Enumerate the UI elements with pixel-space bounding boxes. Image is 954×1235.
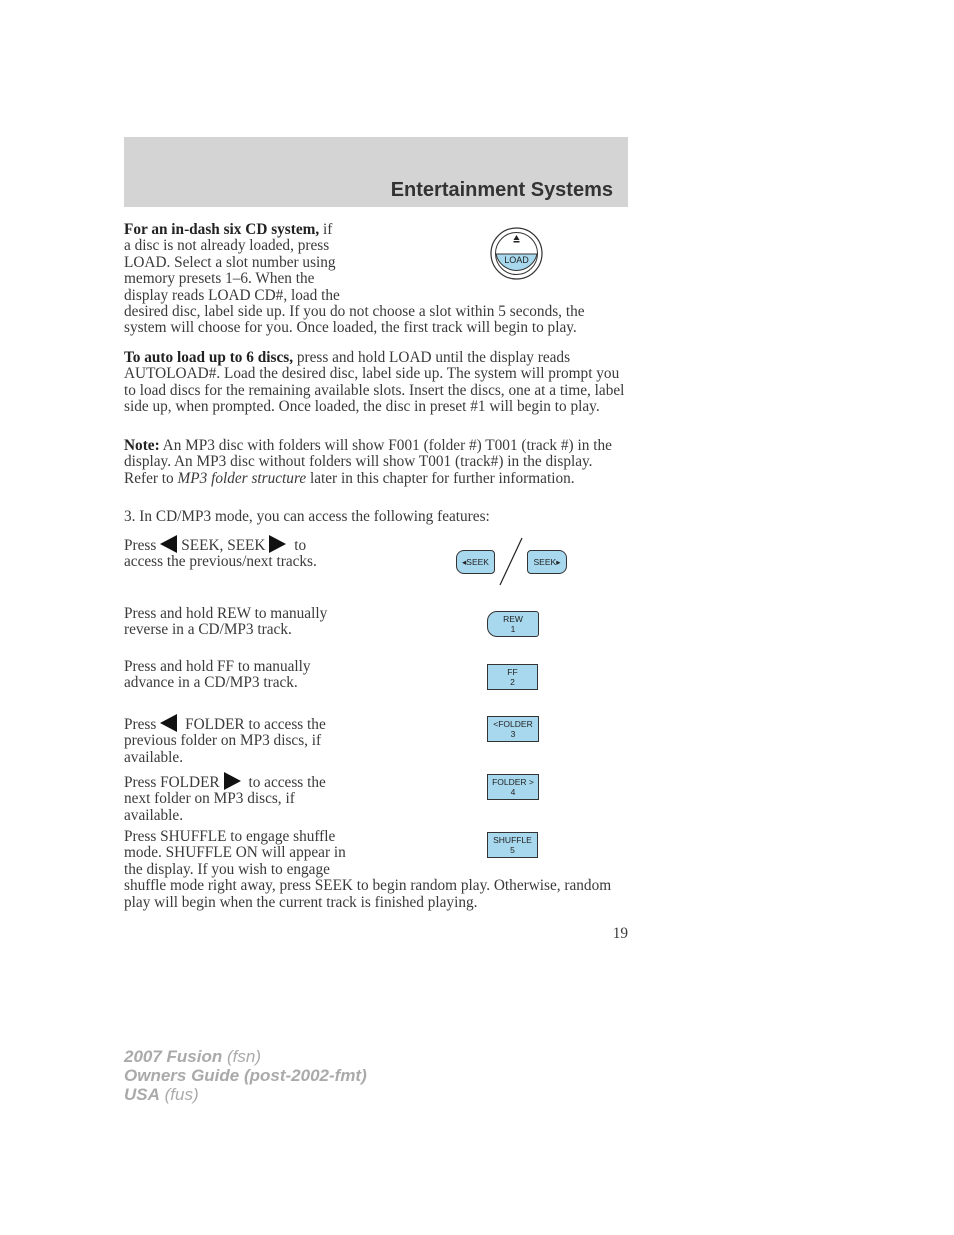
load-button [490,227,543,280]
paragraph-load-disc: For an in-dash six CD system, if a disc is not already loaded, press LOAD. Select a slot number using memory presets 1–6. When the display reads LOAD CD#, load the desired disc, label side up. If you do not choose a slot within 5 seconds, the system will choose for you. Once loaded, the first track will begin to play. [124,221,585,337]
left-triangle-icon [160,535,177,553]
section-header [124,137,628,207]
rew-button: REW 1 [487,611,539,637]
step-3: 3. In CD/MP3 mode, you can access the following features: [124,508,490,525]
right-triangle-icon [224,772,241,790]
note-paragraph: Note: An MP3 disc with folders will show F001 (folder #) T001 (track #) in the display. An MP3 disc without folders will show T001 (track#) in the display. Refer to MP3 folder structure later in this chapter for further information. [124,437,612,487]
mp3-folder-structure-ref: MP3 folder structure [177,469,307,487]
footer-line-3: USA (fus) [124,1085,199,1104]
page-number: 19 [612,925,628,942]
section-title: Entertainment Systems [390,179,613,201]
feature-folder-prev: Press FOLDER to access the previous folder on MP3 discs, if available. [124,716,326,766]
footer-line-2: Owners Guide (post-2002-fmt) [124,1066,367,1085]
para1-lead: For an in-dash six CD system, [124,221,320,238]
seek-prev-button: ◂SEEK [456,550,495,574]
right-triangle-icon [269,535,286,553]
feature-seek: Press SEEK, SEEK to access the previous/next tracks. [124,537,317,571]
seek-next-button: SEEK▸ [527,550,567,574]
feature-rew: Press and hold REW to manually reverse in a CD/MP3 track. [124,605,328,639]
divider-slash [498,537,524,586]
note-label: Note: [124,437,160,454]
folder-prev-button: <FOLDER 3 [487,716,539,742]
folder-next-button: FOLDER > 4 [487,774,539,800]
load-button-label: LOAD [504,255,529,265]
ff-button: FF 2 [487,664,538,690]
para2-lead: To auto load up to 6 discs, [124,349,294,366]
feature-ff: Press and hold FF to manually advance in a CD/MP3 track. [124,658,311,692]
feature-shuffle: Press SHUFFLE to engage shuffle mode. SHUFFLE ON will appear in the display. If you wish to engage shuffle mode right away, press SEEK to begin random play. Otherwise, random play will begin when the current track is finished playing. [124,828,612,911]
feature-folder-next: Press FOLDER to access the next folder on MP3 discs, if available. [124,774,326,824]
shuffle-button: SHUFFLE 5 [487,832,538,858]
paragraph-autoload: To auto load up to 6 discs, press and hold LOAD until the display reads AUTOLOAD#. Load the desired disc, label side up. The system will prompt you to load discs for the remaining available slots. Insert the discs, one at a time, label side up, when prompted. Once loaded, the disc in preset #1 will begin to play. [124,349,625,416]
left-triangle-icon [160,714,177,732]
footer-line-1: 2007 Fusion (fsn) [124,1047,261,1066]
